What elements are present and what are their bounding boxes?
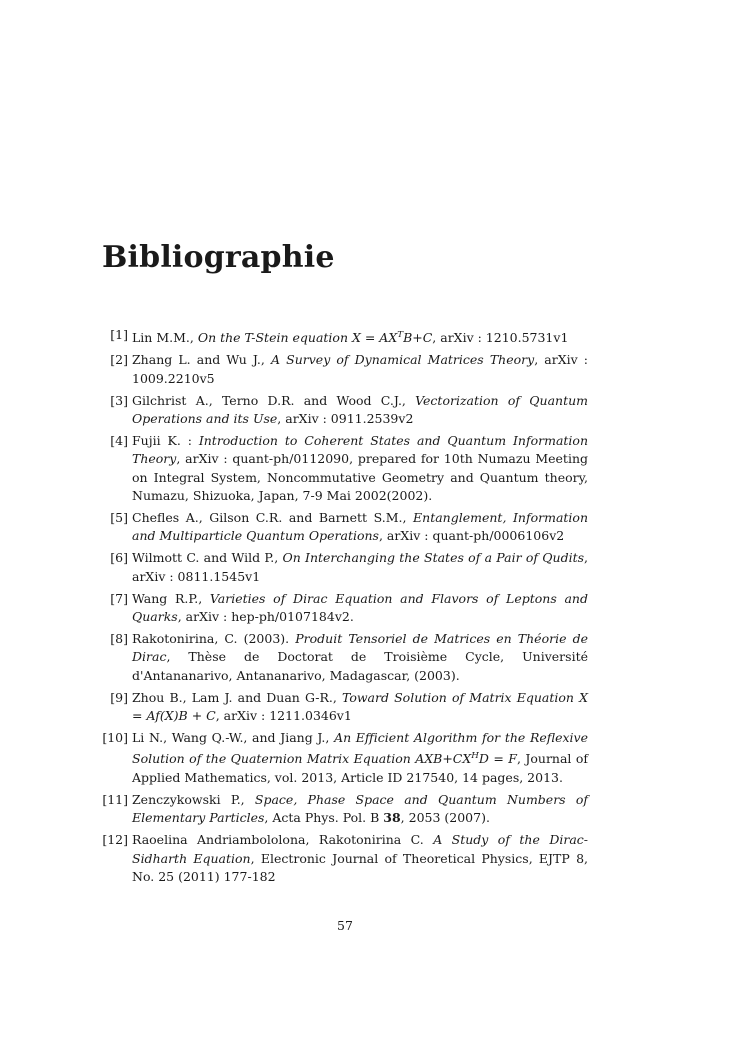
reference-segment: , arXiv : 1210.5731v1 <box>432 330 569 346</box>
reference-segment: , arXiv : quant-ph/0006106v2 <box>378 528 565 544</box>
reference-segment: T <box>397 330 404 340</box>
reference-text <box>132 689 588 725</box>
reference-text <box>132 509 588 545</box>
page-number: 57 <box>337 918 353 933</box>
reference-segment: Li N., Wang Q.-W., and Jiang J., <box>132 730 335 746</box>
reference-text <box>132 831 588 886</box>
reference-segment: H <box>471 751 479 762</box>
reference-segment: , arXiv : 1009.2210v5 <box>132 352 588 386</box>
reference-segment: Varieties of Dirac Equation and Flavors of Leptons and Quarks <box>132 590 588 624</box>
reference-segment: , arXiv : 0911.2539v2 <box>277 410 414 426</box>
reference-segment: B+C <box>403 330 433 346</box>
reference-segment: , Acta Phys. Pol. B <box>264 810 384 826</box>
reference-text <box>132 590 588 626</box>
reference-number: [8] <box>110 631 128 647</box>
reference-entry <box>100 590 588 626</box>
reference-text <box>132 392 588 428</box>
reference-entry <box>100 432 588 505</box>
reference-text <box>132 630 588 685</box>
reference-segment: Vectorization of Quantum Operations and its Use <box>132 392 588 426</box>
reference-list <box>100 326 588 890</box>
reference-entry <box>100 689 588 725</box>
reference-number: [11] <box>102 791 128 807</box>
reference-text <box>132 549 588 585</box>
reference-text <box>132 791 588 827</box>
reference-segment: Gilchrist A., Terno D.R. and Wood C.J., <box>132 392 416 408</box>
reference-segment: Introduction to Coherent States and Quantum Information Theory <box>132 433 588 467</box>
reference-entry <box>100 831 588 886</box>
reference-text <box>132 729 588 787</box>
reference-entry <box>100 630 588 685</box>
reference-number: [4] <box>110 433 128 449</box>
reference-segment: Entanglement, Information and Multiparticle Quantum Operations <box>132 509 588 544</box>
reference-number: [2] <box>110 352 128 368</box>
reference-segment: Zhang L. and Wu J., <box>132 352 271 368</box>
reference-segment: Fujii K. : <box>132 433 199 449</box>
reference-segment: Wilmott C. and Wild P., <box>132 550 283 566</box>
reference-segment: Toward Solution of Matrix Equation X = Af(X)B + C <box>132 689 588 724</box>
reference-segment: , arXiv : quant-ph/0112090, prepared for 10th Numazu Meeting on Integral System, Noncommutative Geometry and Quantum theory, Numazu, Shizuoka, Japan, 7-9 Mai 2002(2002). <box>132 451 588 503</box>
reference-entry <box>100 791 588 827</box>
reference-segment: Chefles A., Gilson C.R. and Barnett S.M., <box>132 509 414 525</box>
reference-segment: , arXiv : hep-ph/0107184v2. <box>177 609 354 624</box>
reference-entry <box>100 392 588 428</box>
reference-segment: A Survey of Dynamical Matrices Theory <box>271 352 535 368</box>
reference-number: [7] <box>110 590 128 606</box>
page-title: Bibliographie <box>102 240 335 275</box>
reference-entry <box>100 729 588 787</box>
reference-segment: A Study of the Dirac-Sidharth Equation <box>132 832 588 866</box>
reference-segment: Wang R.P., <box>132 590 210 606</box>
reference-text <box>132 432 588 505</box>
reference-segment: Produit Tensoriel de Matrices en Théorie de Dirac <box>132 631 588 665</box>
reference-entry <box>100 351 588 387</box>
reference-segment: Space, Phase Space and Quantum Numbers of Elementary Particles <box>132 791 588 826</box>
reference-text <box>132 351 588 387</box>
reference-segment: Lin M.M., <box>132 330 198 346</box>
reference-number: [3] <box>110 392 128 408</box>
reference-segment: , Thèse de Doctorat de Troisième Cycle, Université d'Antananarivo, Antananarivo, Madagascar, (2003). <box>132 649 588 683</box>
reference-number: [5] <box>110 509 128 525</box>
reference-entry <box>100 509 588 545</box>
reference-segment: Zhou B., Lam J. and Duan G-R., <box>132 689 342 705</box>
reference-segment: 38 <box>383 810 401 826</box>
reference-segment: On Interchanging the States of a Pair of Qudits <box>282 550 585 566</box>
reference-segment: On the T-Stein equation X = AX <box>197 330 398 346</box>
reference-entry <box>100 549 588 585</box>
reference-segment: , Electronic Journal of Theoretical Physics, EJTP 8, No. 25 (2011) 177-182 <box>132 850 588 884</box>
reference-segment: Raoelina Andriambololona, Rakotonirina C. <box>132 832 434 848</box>
reference-segment: An Efficient Algorithm for the Reflexive Solution of the Quaternion Matrix Equation AXB+CX <box>132 730 589 767</box>
reference-segment: , 2053 (2007). <box>400 810 490 826</box>
reference-text <box>132 326 588 347</box>
reference-segment: , arXiv : 1211.0346v1 <box>215 708 352 724</box>
reference-segment: , Journal of Applied Mathematics, vol. 2013, Article ID 217540, 14 pages, 2013. <box>132 751 588 785</box>
reference-number: [1] <box>110 327 128 342</box>
reference-number: [9] <box>110 689 128 705</box>
reference-segment: , arXiv : 0811.1545v1 <box>132 550 588 584</box>
reference-number: [12] <box>102 832 128 848</box>
reference-number: [6] <box>110 550 128 566</box>
reference-number: [10] <box>102 730 128 746</box>
reference-entry <box>100 326 588 347</box>
reference-segment: Rakotonirina, C. (2003). <box>132 631 296 647</box>
reference-segment: Zenczykowski P., <box>132 791 255 807</box>
reference-segment: D = F <box>478 751 517 767</box>
